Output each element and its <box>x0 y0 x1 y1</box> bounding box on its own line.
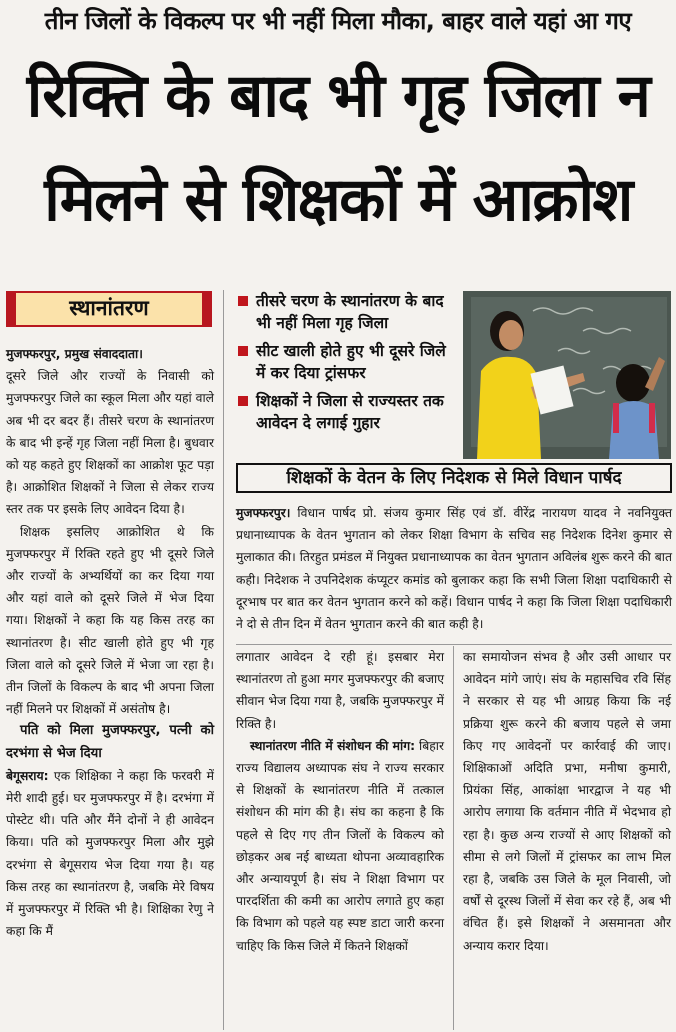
column-divider <box>453 646 454 1030</box>
col1-paragraph-3: एक शिक्षिका ने कहा कि फरवरी में मेरी शादी हुई। घर मुजफ्फरपुर में है। दरभंगा में पोस्टेट थी। पति और मैंने दोनों ने ही आवेदन किया। पति को मुजफ्फरपुर मिला और मुझे दरभंगा से बेगूसराय भेज दिया गया है। यह किस तरह का स्थानांतरण है, जबकि मेरे विषय में मुजफ्फरपुर में रिक्ति भी है। शिक्षिका रेणु ने कहा कि मैं <box>6 768 214 939</box>
topic-label: स्थानांतरण <box>6 291 212 327</box>
highlight-bullets <box>238 290 458 440</box>
col3-subheading: स्थानांतरण नीति में संशोधन की मांग: <box>250 738 416 753</box>
side-story-body <box>236 502 672 635</box>
col1-subheading: पति को मिला मुजफ्फरपुर, पत्नी को दरभंगा से भेज दिया <box>6 723 214 761</box>
classroom-photo <box>463 291 671 459</box>
kicker-headline: तीन जिलों के विकल्प पर भी नहीं मिला मौका, बाहर वाले यहां आ गए <box>44 7 632 35</box>
main-headline-line1: रिक्ति के बाद भी गृह जिला न <box>26 61 650 131</box>
bullet-item: तीसरे चरण के स्थानांतरण के बाद भी नहीं मिला गृह जिला <box>238 290 458 334</box>
col1-paragraph-1: दूसरे जिले और राज्यों के निवासी को मुजफ्फरपुर जिले का स्कूल मिला और यहां वाले अब भी दर बदर हैं। तीसरे चरण के स्थानांतरण के बाद भी इन्हें गृह जिला नहीं मिला है। बुधवार को यह कहते हुए शिक्षकों का आक्रोश फूट पड़ा है। आक्रोशित शिक्षकों ने जिला से लेकर राज्य स्तर तक पर इसके लिए आवेदन दिया है। <box>6 369 214 517</box>
section-divider <box>236 644 672 645</box>
teacher-student-illustration-icon <box>463 291 671 459</box>
bullet-square-icon <box>238 346 248 356</box>
bullet-square-icon <box>238 396 248 406</box>
bullet-square-icon <box>238 296 248 306</box>
column-1 <box>6 343 214 942</box>
col3-paragraph-1: लगातार आवेदन दे रही हूं। इसबार मेरा स्थानांतरण तो हुआ मगर मुजफ्फरपुर की बजाए सीवान भेज दिया गया है, जबकि मुजफ्फरपुर में रिक्ति है। <box>236 650 444 731</box>
side-story-text: विधान पार्षद प्रो. संजय कुमार सिंह एवं डॉ. वीरेंद्र नारायण यादव ने नवनियुक्त प्रधानाध्यापक के वेतन भुगतान को लेकर शिक्षा विभाग के सचिव सह निदेशक दिनेश कुमार से मुलाकात की। तिरहुत प्रमंडल में नियुक्त प्रधानाध्यापक का वेतन भुगतान अविलंब शुरू करने की बात कही। निदेशक ने उपनिदेशक कंप्यूटर कमांड को बुलाकर कहा कि सभी जिला शिक्षा पदाधिकारी से दूरभाष पर बात कर वेतन भुगतान करने को कहें। विधान पार्षद ने कहा कि जिला शिक्षा पदाधिकारी ने दो से तीन दिन में वेतन भुगतान करने की बात कही है। <box>236 506 672 632</box>
dateline: मुजफ्फरपुर, प्रमुख संवाददाता। <box>6 347 143 361</box>
bullet-item: शिक्षकों ने जिला से राज्यस्तर तक आवेदन दे लगाई गुहार <box>238 390 458 434</box>
side-story-dateline: मुजफ्फरपुर। <box>236 506 291 520</box>
col4-paragraph-1: का समायोजन संभव है और उसी आधार पर आवेदन मांगे जाएं। संघ के महासचिव रवि सिंह ने सरकार से यह भी आग्रह किया कि नई प्रक्रिया शुरू करने की बजाय पहले से जमा किए गए आवेदनों पर कार्रवाई की जाए। शिक्षिकाओं अदिति प्रभा, मनीषा कुमारी, प्रियंका सिंह, आकांक्षा भारद्वाज ने यह भी आरोप लगाया कि वर्तमान नीति में भेदभाव हो रहा है। कुछ अन्य राज्यों से आए शिक्षकों को सीमा से लगे जिलों में ट्रांसफर का लाभ मिल रहा है, जबकि उस जिले के मूल निवासी, जो वर्षों से दूरस्थ जिलों में सेवा कर रहे हैं, अब भी वंचित हैं। इसे शिक्षकों ने असमानता और अन्याय करार दिया। <box>463 650 671 953</box>
col1-p3-dateline: बेगूसराय: <box>6 768 49 783</box>
side-story-headline: शिक्षकों के वेतन के लिए निदेशक से मिले विधान पार्षद <box>236 463 672 493</box>
col3-paragraph-2: बिहार राज्य विद्यालय अध्यापक संघ ने राज्य सरकार से शिक्षकों के स्थानांतरण नीति में तत्काल संशोधन की मांग की है। संघ का कहना है कि पहले से दिए गए तीन जिलों के विकल्प को छोड़कर अब नई बाध्यता थोपना अव्यावहारिक और अन्यायपूर्ण है। संघ ने शिक्षा विभाग पर पारदर्शिता की कमी का आरोप लगाते हुए कहा कि विभाग को पहले यह स्पष्ट डाटा जारी करना चाहिए कि किस जिले में कितने शिक्षकों <box>236 738 444 953</box>
bullet-item: सीट खाली होते हुए भी दूसरे जिले में कर दिया ट्रांसफर <box>238 340 458 384</box>
column-divider <box>223 290 224 1030</box>
col1-paragraph-2: शिक्षक इसलिए आक्रोशित थे कि मुजफ्फरपुर में रिक्ति रहते हुए भी दूसरे जिले और राज्यों के अभ्यर्थियों का कर दिया गया और यहां वाले को दूसरे जिले में भेज दिया गया। शिक्षकों ने कहा कि यह किस तरह का स्थानांतरण है। सीट खाली होते हुए भी गृह जिला वाले को दूसरे जिले में भेजा जा रहा है। तीन जिलों के विकल्प के बाद भी अपना जिला नहीं मिलने पर शिक्षकों में असंतोष है। <box>6 524 214 717</box>
column-4 <box>463 646 671 957</box>
column-3 <box>236 646 444 957</box>
main-headline-line2: मिलने से शिक्षकों में आक्रोश <box>44 165 632 235</box>
